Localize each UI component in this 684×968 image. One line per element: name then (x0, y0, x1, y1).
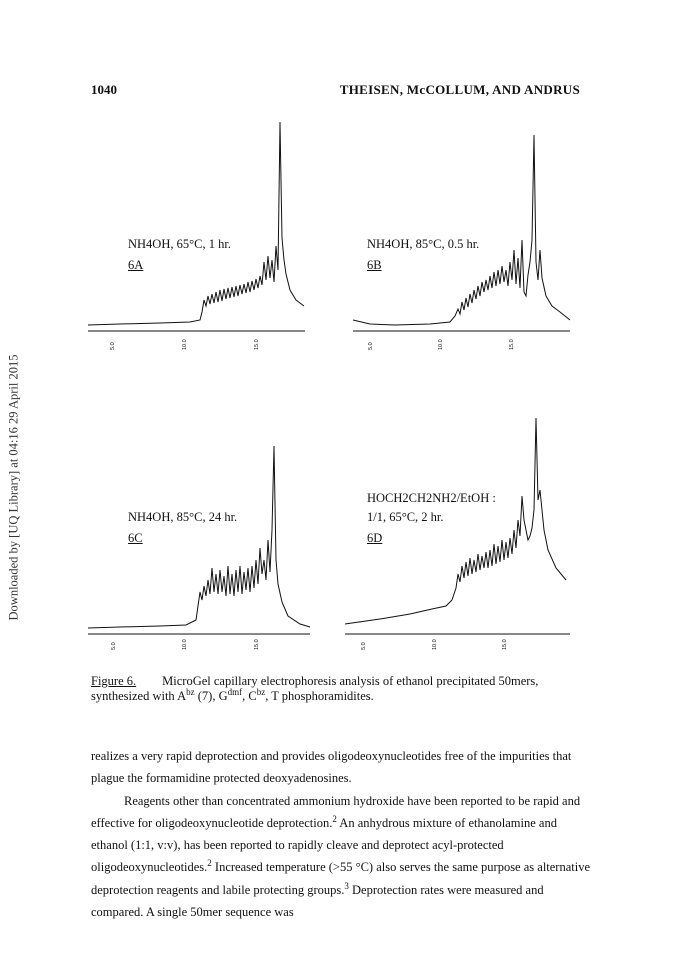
body-text (91, 745, 591, 923)
panel-label-6C (128, 509, 237, 546)
tick-6C-0: 5.0 (111, 642, 117, 650)
panel-condition-line2: 1/1, 65°C, 2 hr. (367, 510, 444, 524)
figure-label: Figure 6. (91, 674, 137, 688)
citation: 2 (207, 858, 212, 869)
panel-label-6A (128, 236, 231, 273)
panel-id: 6A (128, 258, 144, 272)
panel-id: 6D (367, 531, 383, 545)
tick-6B-2: 15.0 (509, 339, 515, 350)
tick-6C-2: 15.0 (254, 639, 260, 650)
panel-id: 6C (128, 531, 143, 545)
page-number: 1040 (91, 82, 117, 97)
tick-6D-1: 10.0 (432, 639, 438, 650)
panel-condition: NH4OH, 85°C, 0.5 hr. (367, 237, 480, 251)
paragraph-2: Reagents other than concentrated ammonium hydroxide have been reported to be rapid and effective for oligodeoxynucleotide deprotection.$^2$ An anhydrous mixture of ethanolamine and ethanol (1:1, v:v), has been reported to rapidly cleave and deprotect acyl-protected oligodeoxynucleotides.$^2$ Increased temperature (>55 °C) also serves the same purpose as alternative deprotection reagents and labile protecting groups.$^3$ Deprotection rates were measured and compared. A single 50mer sequence was (91, 793, 591, 920)
panel-id: 6B (367, 258, 382, 272)
tick-6D-0: 5.0 (361, 642, 367, 650)
panel-label-6B (367, 236, 479, 273)
tick-6B-1: 10.0 (438, 339, 444, 350)
panel-condition-line1: HOCH2CH2NH2/EtOH : (367, 491, 496, 505)
tick-6C-1: 10.0 (182, 639, 188, 650)
download-watermark: Downloaded by [UQ Library] at 04:16 29 April 2015 (6, 354, 21, 621)
figure-caption: Figure 6. MicroGel capillary electrophoresis analysis of ethanol precipitated 50mers, synthesized with $A^{bz}$ (7), $G^{dmf}$, $C^{bz}$, T phosphoramidites. (91, 674, 539, 703)
citation: 3 (344, 880, 349, 891)
panel-label-6D (367, 490, 496, 546)
panel-condition: NH4OH, 65°C, 1 hr. (128, 237, 231, 251)
trace-6A (88, 122, 304, 325)
tick-6A-1: 10.0 (182, 339, 188, 350)
tick-6A-2: 15.0 (254, 339, 260, 350)
trace-6B (353, 135, 570, 325)
panel-condition: NH4OH, 85°C, 24 hr. (128, 510, 238, 524)
tick-6B-0: 5.0 (368, 342, 374, 350)
tick-6D-2: 15.0 (502, 639, 508, 650)
citation: 2 (332, 813, 337, 824)
running-title: THEISEN, McCOLLUM, AND ANDRUS (339, 82, 580, 97)
paragraph-1: realizes a very rapid deprotection and provides oligodeoxynucleotides free of the impurities that plague the formamidine protected deoxyadenosines. (91, 749, 572, 786)
tick-6A-0: 5.0 (110, 342, 116, 350)
